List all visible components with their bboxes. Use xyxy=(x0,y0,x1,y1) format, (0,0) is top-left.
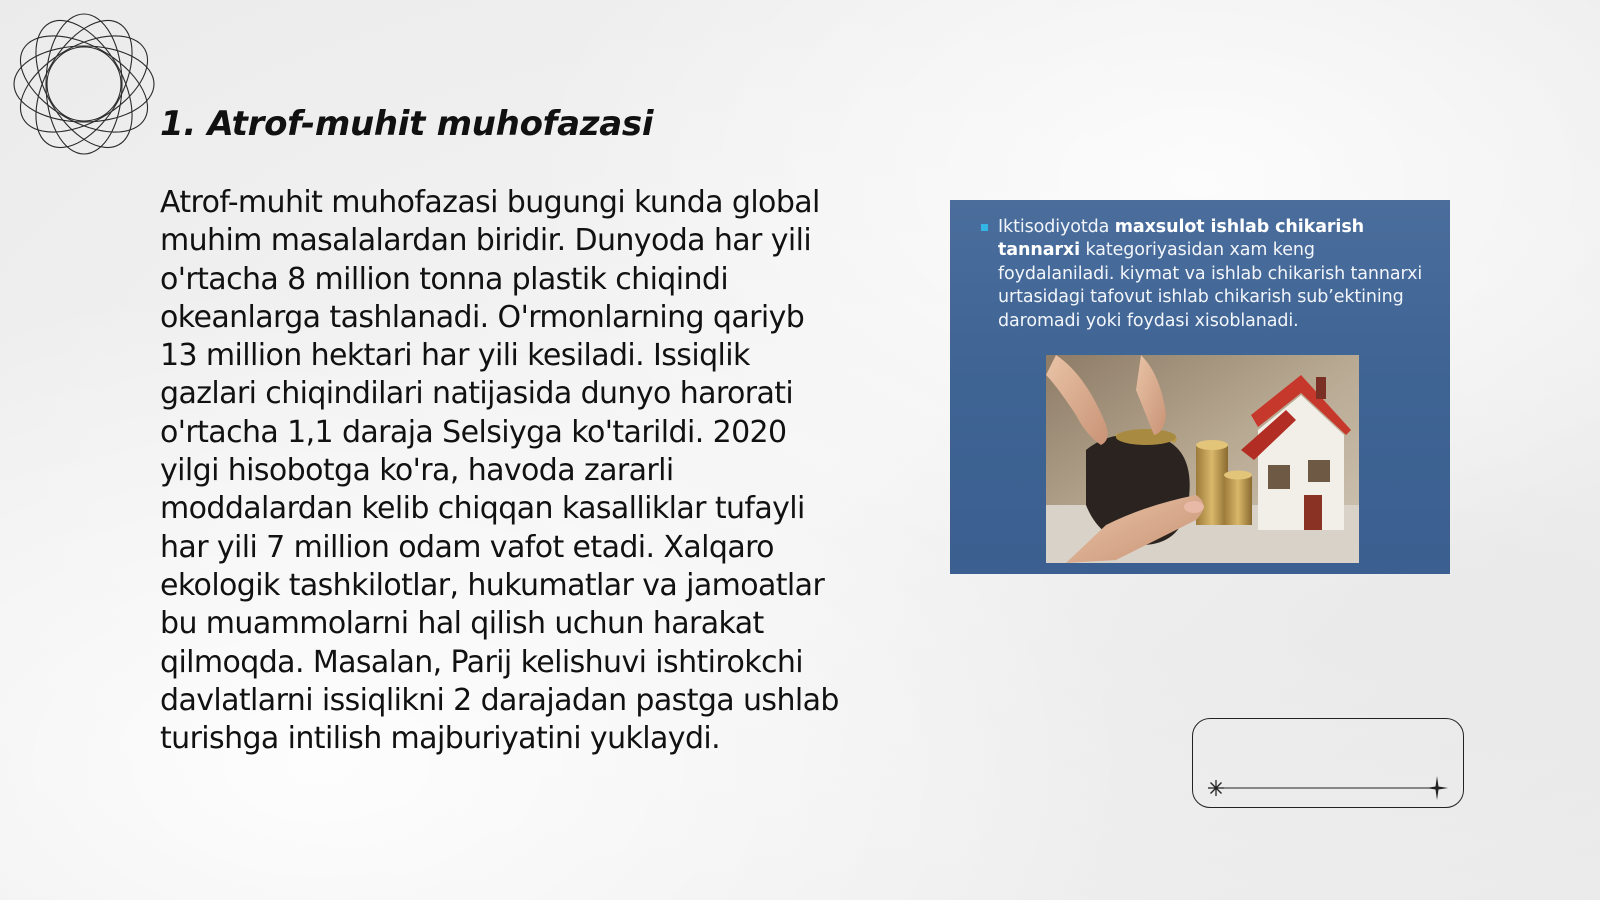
wallet-coins-house-photo-icon xyxy=(1046,355,1359,563)
bullet-marker xyxy=(981,224,988,231)
caption-prefix: Iktisodiyotda xyxy=(998,217,1115,237)
rings-logo-icon xyxy=(10,10,158,158)
slide-body-text: Atrof-muhit muhofazasi bugungi kunda global muhim masalalardan biridir. Dunyoda har yili o'rtacha 8 million tonna plastik chiqindi okeanlarga tashlanadi. O'rmonlarning qariyb 13 million hektari har yili kesiladi. Issiqlik gazlari chiqindilari natijasida dunyo harorati o'rtacha 1,1 daraja Selsiyga ko'tarildi. 2020 yilgi hisobotga ko'ra, havoda zararli moddalardan kelib chiqqan kasalliklar tufayli har yili 7 million odam vafot etadi. Xalqaro ekologik tashkilotlar, hukumatlar va jamoatlar bu muammolarni hal qilish uchun harakat qilmoqda. Masalan, Parij kelishuvi ishtirokchi davlatlarni issiqlikni 2 darajadan pastga ushlab turishga intilish majburiyatini yuklaydi. xyxy=(160,185,839,757)
illustration-caption xyxy=(998,216,1428,333)
starburst-icon xyxy=(1208,780,1224,796)
slide-title: 1. Atrof-muhit muhofazasi xyxy=(160,104,654,144)
caption-suffix: kategoriyasidan xam keng foydalaniladi. kiymat va ishlab chikarish tannarxi urtasidagi tafovut ishlab chikarish sub’ektining daromadi yoki foydasi xisoblanadi. xyxy=(998,240,1423,331)
illustration-card xyxy=(950,200,1450,574)
decorative-line xyxy=(1192,770,1464,808)
caption-bold: maxsulot ishlab chikarish tannarxi xyxy=(998,217,1365,261)
sparkle-cross-icon xyxy=(1426,776,1448,800)
